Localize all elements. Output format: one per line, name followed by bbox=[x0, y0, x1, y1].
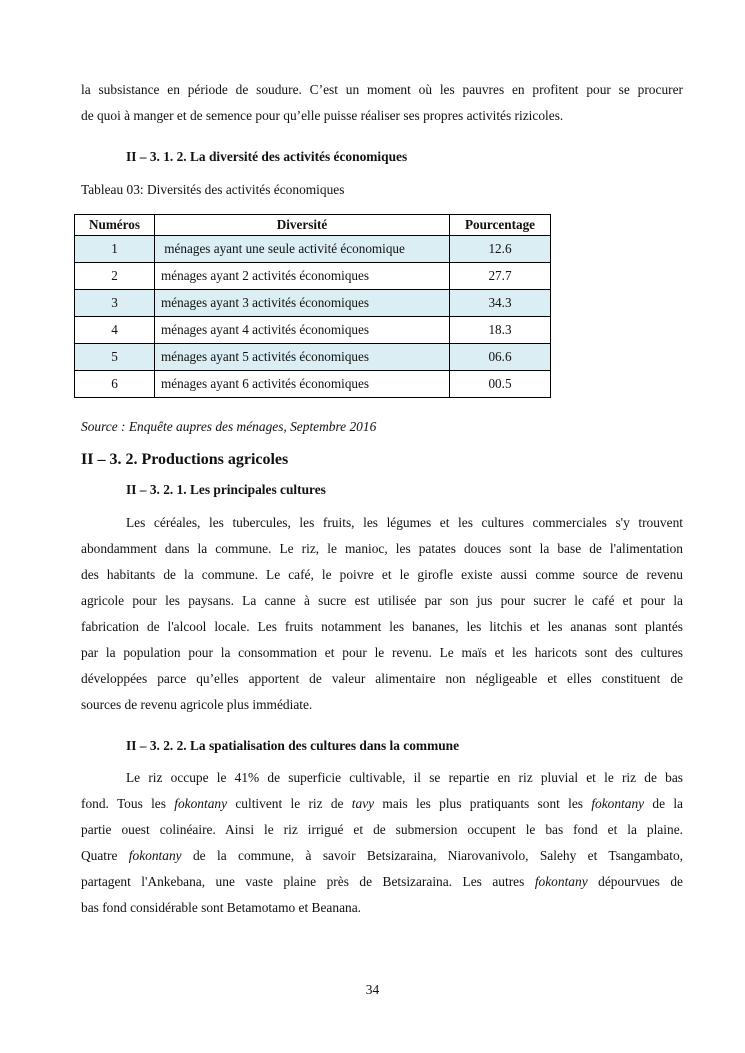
text-run-italic: fokontany bbox=[128, 848, 182, 863]
text-run-italic: fokontany bbox=[591, 796, 645, 811]
text-line: Le riz occupe le 41% de superficie cultivable, il se repartie en riz pluvial et le riz de bas bbox=[126, 770, 683, 785]
principal-crops-paragraph bbox=[81, 510, 683, 718]
text-line bbox=[81, 791, 683, 817]
cell-percentage: 06.6 bbox=[450, 344, 551, 371]
text-line: de quoi à manger et de semence pour qu’elle puisse réaliser ses propres activités rizicoles. bbox=[81, 108, 564, 123]
table-caption: Tableau 03: Diversités des activités économiques bbox=[81, 182, 345, 197]
text-run: mais les plus pratiquants sont les bbox=[374, 796, 592, 811]
column-header-diversite: Diversité bbox=[155, 215, 450, 236]
cell-label: ménages ayant 2 activités économiques bbox=[155, 263, 450, 290]
cell-number: 4 bbox=[75, 317, 155, 344]
column-header-numeros: Numéros bbox=[75, 215, 155, 236]
text-run: cultivent le riz de bbox=[227, 796, 352, 811]
text-line: fabrication de l'alcool locale. Les fruits notamment les bananes, les litchis et les ananas sont plantés bbox=[81, 619, 683, 634]
table-row bbox=[75, 290, 551, 317]
text-line bbox=[81, 869, 683, 895]
text-run-italic: fokontany bbox=[534, 874, 588, 889]
text-run: dépourvues de bbox=[587, 874, 683, 889]
text-line: Les céréales, les tubercules, les fruits, les légumes et les cultures commerciales s'y trouvent bbox=[126, 515, 683, 530]
section-heading-3-1-2: II – 3. 1. 2. La diversité des activités économiques bbox=[126, 149, 408, 164]
cell-number: 2 bbox=[75, 263, 155, 290]
intro-paragraph bbox=[81, 77, 683, 129]
text-line: développées parce qu’elles apportent de valeur alimentaire non négligeable et elles constituent de bbox=[81, 671, 683, 686]
cell-percentage: 34.3 bbox=[450, 290, 551, 317]
cell-percentage: 18.3 bbox=[450, 317, 551, 344]
text-line: par la population pour la consommation et pour le revenu. Le maïs et les haricots sont des cultures bbox=[81, 645, 683, 660]
table-row bbox=[75, 371, 551, 398]
cell-label: ménages ayant une seule activité économique bbox=[155, 236, 450, 263]
cell-label: ménages ayant 3 activités économiques bbox=[155, 290, 450, 317]
text-run: Quatre bbox=[81, 848, 129, 863]
cell-number: 5 bbox=[75, 344, 155, 371]
text-run: de la commune, à savoir Betsizaraina, Niarovanivolo, Salehy et Tsangambato, bbox=[181, 848, 683, 863]
section-heading-3-2-1: II – 3. 2. 1. Les principales cultures bbox=[126, 482, 326, 497]
table-row bbox=[75, 317, 551, 344]
cell-label: ménages ayant 4 activités économiques bbox=[155, 317, 450, 344]
text-line: partie ouest colinéaire. Ainsi le riz irrigué et de submersion occupent le bas fond et la plaine. bbox=[81, 822, 683, 837]
table-row bbox=[75, 236, 551, 263]
table-row bbox=[75, 344, 551, 371]
text-line: la subsistance en période de soudure. C’est un moment où les pauvres en profitent pour se procurer bbox=[81, 82, 683, 97]
text-line: abondamment dans la commune. Le riz, le manioc, les patates douces sont la base de l'alimentation bbox=[81, 541, 683, 556]
text-line: sources de revenu agricole plus immédiate. bbox=[81, 697, 313, 712]
cell-number: 6 bbox=[75, 371, 155, 398]
cell-percentage: 00.5 bbox=[450, 371, 551, 398]
economic-activities-table bbox=[74, 214, 551, 398]
text-run-italic: fokontany bbox=[174, 796, 228, 811]
column-header-pourcentage: Pourcentage bbox=[450, 215, 551, 236]
crop-spatialisation-paragraph bbox=[81, 765, 683, 921]
table-header-row bbox=[75, 215, 551, 236]
text-line: des habitants de la commune. Le café, le poivre et le girofle existe aussi comme source de revenu bbox=[81, 567, 683, 582]
table-source: Source : Enquête aupres des ménages, Septembre 2016 bbox=[81, 419, 377, 434]
text-line: agricole pour les paysans. La canne à sucre est utilisée par son jus pour sucrer le café et pour la bbox=[81, 593, 683, 608]
text-run-italic: tavy bbox=[351, 796, 375, 811]
text-run: fond. Tous les bbox=[81, 796, 175, 811]
table-row bbox=[75, 263, 551, 290]
cell-percentage: 27.7 bbox=[450, 263, 551, 290]
cell-label: ménages ayant 6 activités économiques bbox=[155, 371, 450, 398]
cell-percentage: 12.6 bbox=[450, 236, 551, 263]
cell-label: ménages ayant 5 activités économiques bbox=[155, 344, 450, 371]
section-heading-3-2-2: II – 3. 2. 2. La spatialisation des cultures dans la commune bbox=[126, 738, 460, 753]
text-run: partagent l'Ankebana, une vaste plaine près de Betsizaraina. Les autres bbox=[81, 874, 535, 889]
section-heading-3-2: II – 3. 2. Productions agricoles bbox=[81, 451, 289, 468]
page-number: 34 bbox=[365, 982, 380, 997]
text-line bbox=[81, 843, 683, 869]
text-run: de la bbox=[644, 796, 684, 811]
text-line: bas fond considérable sont Betamotamo et Beanana. bbox=[81, 900, 362, 915]
cell-number: 1 bbox=[75, 236, 155, 263]
cell-number: 3 bbox=[75, 290, 155, 317]
